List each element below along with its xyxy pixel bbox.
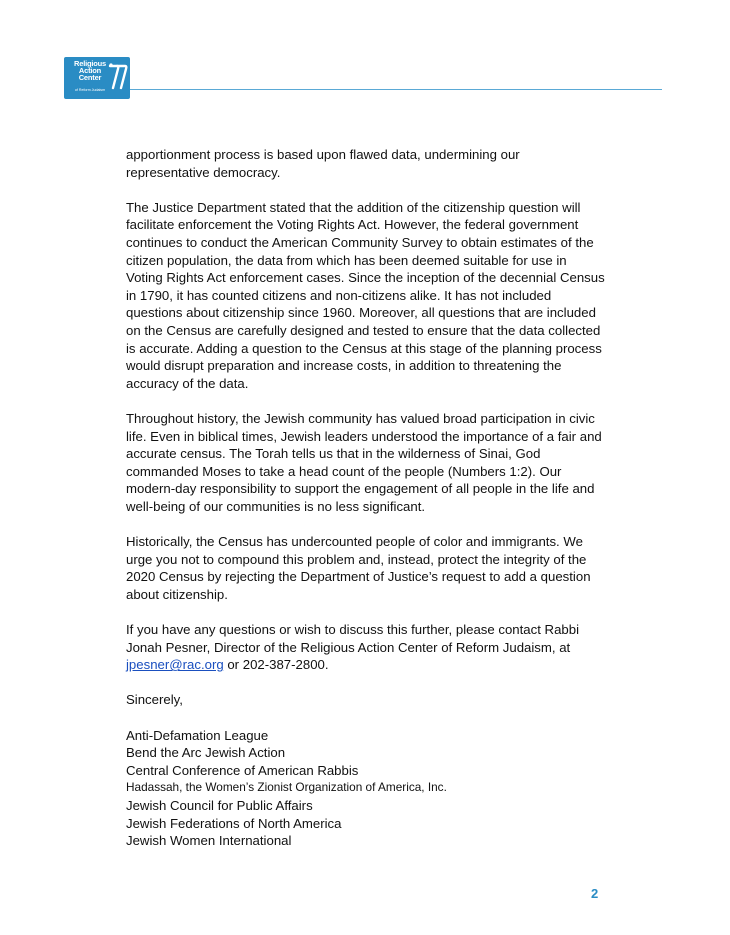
paragraph-justice-department: The Justice Department stated that the addition of the citizenship question will facilitate enforcement the Voting Rights Act. However, the federal government continues to conduct the American Community Survey to obtain estimates of the citizen population, the data from which has been deemed suitable for use in Voting Rights Act enforcement cases. Since the inception of the decennial Census in 1790, it has counted citizens and non-citizens alike. It has not included questions about citizenship since 1960. Moreover, all questions that are included on the Census are carefully designed and tested to ensure that the data collected is accurate. Adding a question to the Census at this stage of the planning process would disrupt preparation and increase costs, in addition to threatening the accuracy of the data. [126,199,605,391]
logo-title: Religious Action Center [74,59,106,82]
signatory: Jewish Women International [126,833,292,849]
paragraph-apportionment: apportionment process is based upon flawed data, undermining our representative democracy. [126,147,520,180]
page-number: 2 [591,886,599,901]
hebrew-letter-mark-icon [108,63,128,91]
email-link[interactable]: jpesner@rac.org [126,657,224,673]
letter-body [126,146,606,850]
signatory: Central Conference of American Rabbis [126,762,359,778]
signatory-list [126,727,606,850]
logo-subtitle: of Reform Judaism [74,88,106,92]
paragraph-jewish-history: Throughout history, the Jewish community has valued broad participation in civic life. Even in biblical times, Jewish leaders understood the importance of a fair and accurate census. The Torah tells us that in the wilderness of Sinai, God commanded Moses to take a head count of the people (Numbers 1:2). Our modern-day responsibility to support the engagement of all people in the life and well-being of our communities is no less significant. [126,410,602,514]
signatory: Hadassah, the Women’s Zionist Organization of America, Inc. [126,780,447,795]
contact-text-before: If you have any questions or wish to discuss this further, please contact Rabbi Jonah Pesner, Director of the Religious Action Center of Reform Judaism, at [126,622,580,655]
closing: Sincerely, [126,692,183,708]
paragraph-contact [126,621,606,674]
signatory: Bend the Arc Jewish Action [126,745,286,761]
signatory: Anti-Defamation League [126,727,269,743]
signatory: Jewish Federations of North America [126,815,342,831]
contact-text-after: or 202-387-2800. [223,657,329,673]
paragraph-undercount: Historically, the Census has undercounted people of color and immigrants. We urge you not to compound this problem and, instead, protect the integrity of the 2020 Census by rejecting the Department of Justice’s request to add a question about citizenship. [126,534,591,602]
signatory: Jewish Council for Public Affairs [126,797,313,813]
rac-logo [64,57,130,99]
header-divider [130,89,662,90]
letterhead [64,57,664,103]
